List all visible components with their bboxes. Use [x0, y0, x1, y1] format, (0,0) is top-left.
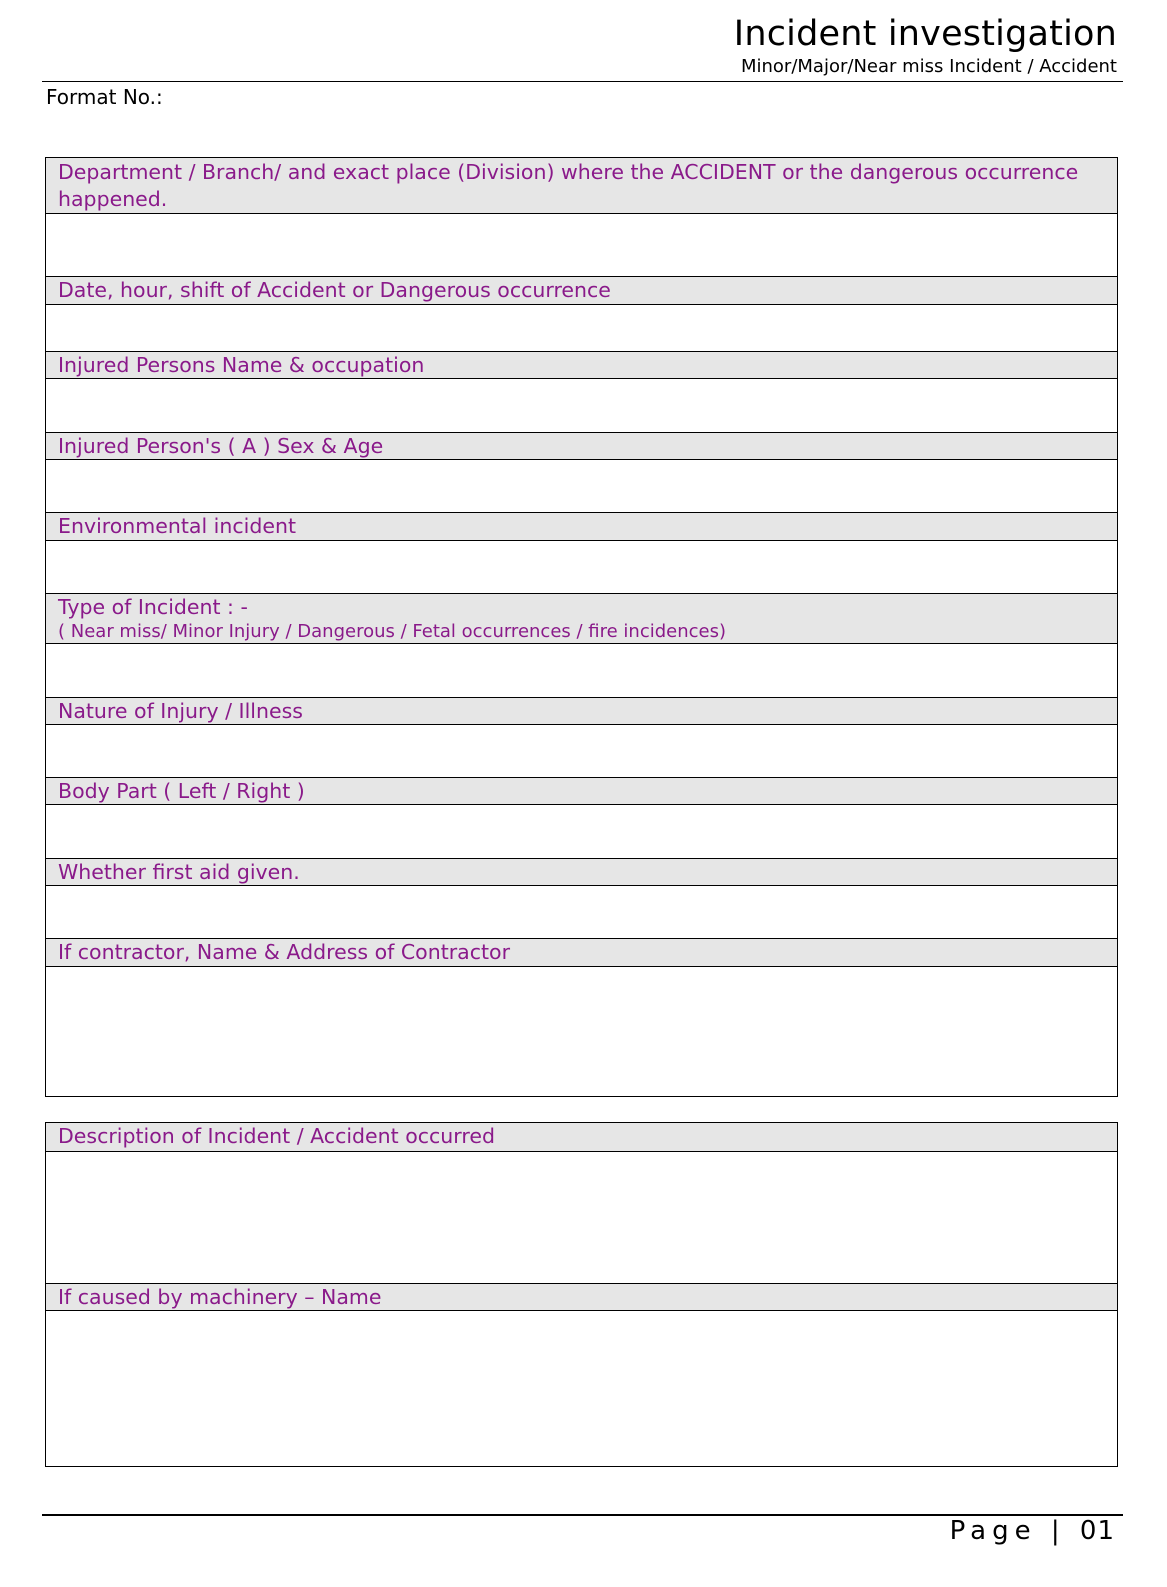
field-label-department [46, 158, 1117, 213]
incident-description-table [45, 1122, 1118, 1467]
field-label-text: Department / Branch/ and exact place (Division) where the ACCIDENT or the dangerous occurrence happened. [58, 160, 1079, 211]
field-label-incident-type [46, 593, 1117, 643]
field-label-text: Type of Incident : - [58, 595, 248, 619]
field-value-contractor[interactable] [46, 966, 1117, 1096]
field-label-text: If contractor, Name & Address of Contractor [58, 940, 511, 964]
field-label-date-hour-shift [46, 276, 1117, 304]
field-value-department[interactable] [46, 213, 1117, 276]
field-label-first-aid [46, 858, 1117, 885]
field-value-sex-age[interactable] [46, 459, 1117, 512]
field-value-description[interactable] [46, 1151, 1117, 1283]
document-subtitle: Minor/Major/Near miss Incident / Accident [740, 56, 1117, 77]
field-value-incident-type[interactable] [46, 643, 1117, 697]
field-label-text: Date, hour, shift of Accident or Dangerous occurrence [58, 278, 611, 302]
page-separator: | [1050, 1516, 1066, 1546]
page-number-value: 01 [1079, 1516, 1115, 1546]
field-label-sex-age [46, 432, 1117, 459]
field-label-text: Injured Person's ( A ) Sex & Age [58, 434, 384, 458]
field-label-text: If caused by machinery – Name [58, 1285, 382, 1309]
field-label-text: Description of Incident / Accident occurred [58, 1124, 495, 1148]
field-label-text: Nature of Injury / Illness [58, 699, 303, 723]
field-label-body-part [46, 777, 1117, 804]
field-label-text: Body Part ( Left / Right ) [58, 779, 305, 803]
field-sublabel-text: ( Near miss/ Minor Injury / Dangerous / Fetal occurrences / fire incidences) [58, 621, 727, 642]
page-number [950, 1516, 1115, 1546]
field-value-machinery[interactable] [46, 1310, 1117, 1466]
field-value-body-part[interactable] [46, 804, 1117, 858]
field-label-text: Environmental incident [58, 514, 296, 538]
field-value-date-hour-shift[interactable] [46, 304, 1117, 351]
document-title: Incident investigation [733, 14, 1117, 54]
field-label-machinery [46, 1283, 1117, 1310]
field-value-nature-of-injury[interactable] [46, 724, 1117, 777]
field-value-first-aid[interactable] [46, 885, 1117, 938]
field-label-nature-of-injury [46, 697, 1117, 724]
field-label-injured-name [46, 351, 1117, 378]
header-rule [42, 81, 1123, 82]
field-label-environmental [46, 512, 1117, 540]
field-value-injured-name[interactable] [46, 378, 1117, 432]
page-word: Page [949, 1516, 1037, 1546]
field-label-description [46, 1123, 1117, 1151]
field-label-text: Injured Persons Name & occupation [58, 353, 425, 377]
field-label-contractor [46, 938, 1117, 966]
incident-details-table [45, 157, 1118, 1097]
format-number-label: Format No.: [46, 85, 163, 109]
field-value-environmental[interactable] [46, 540, 1117, 593]
field-label-text: Whether first aid given. [58, 860, 300, 884]
